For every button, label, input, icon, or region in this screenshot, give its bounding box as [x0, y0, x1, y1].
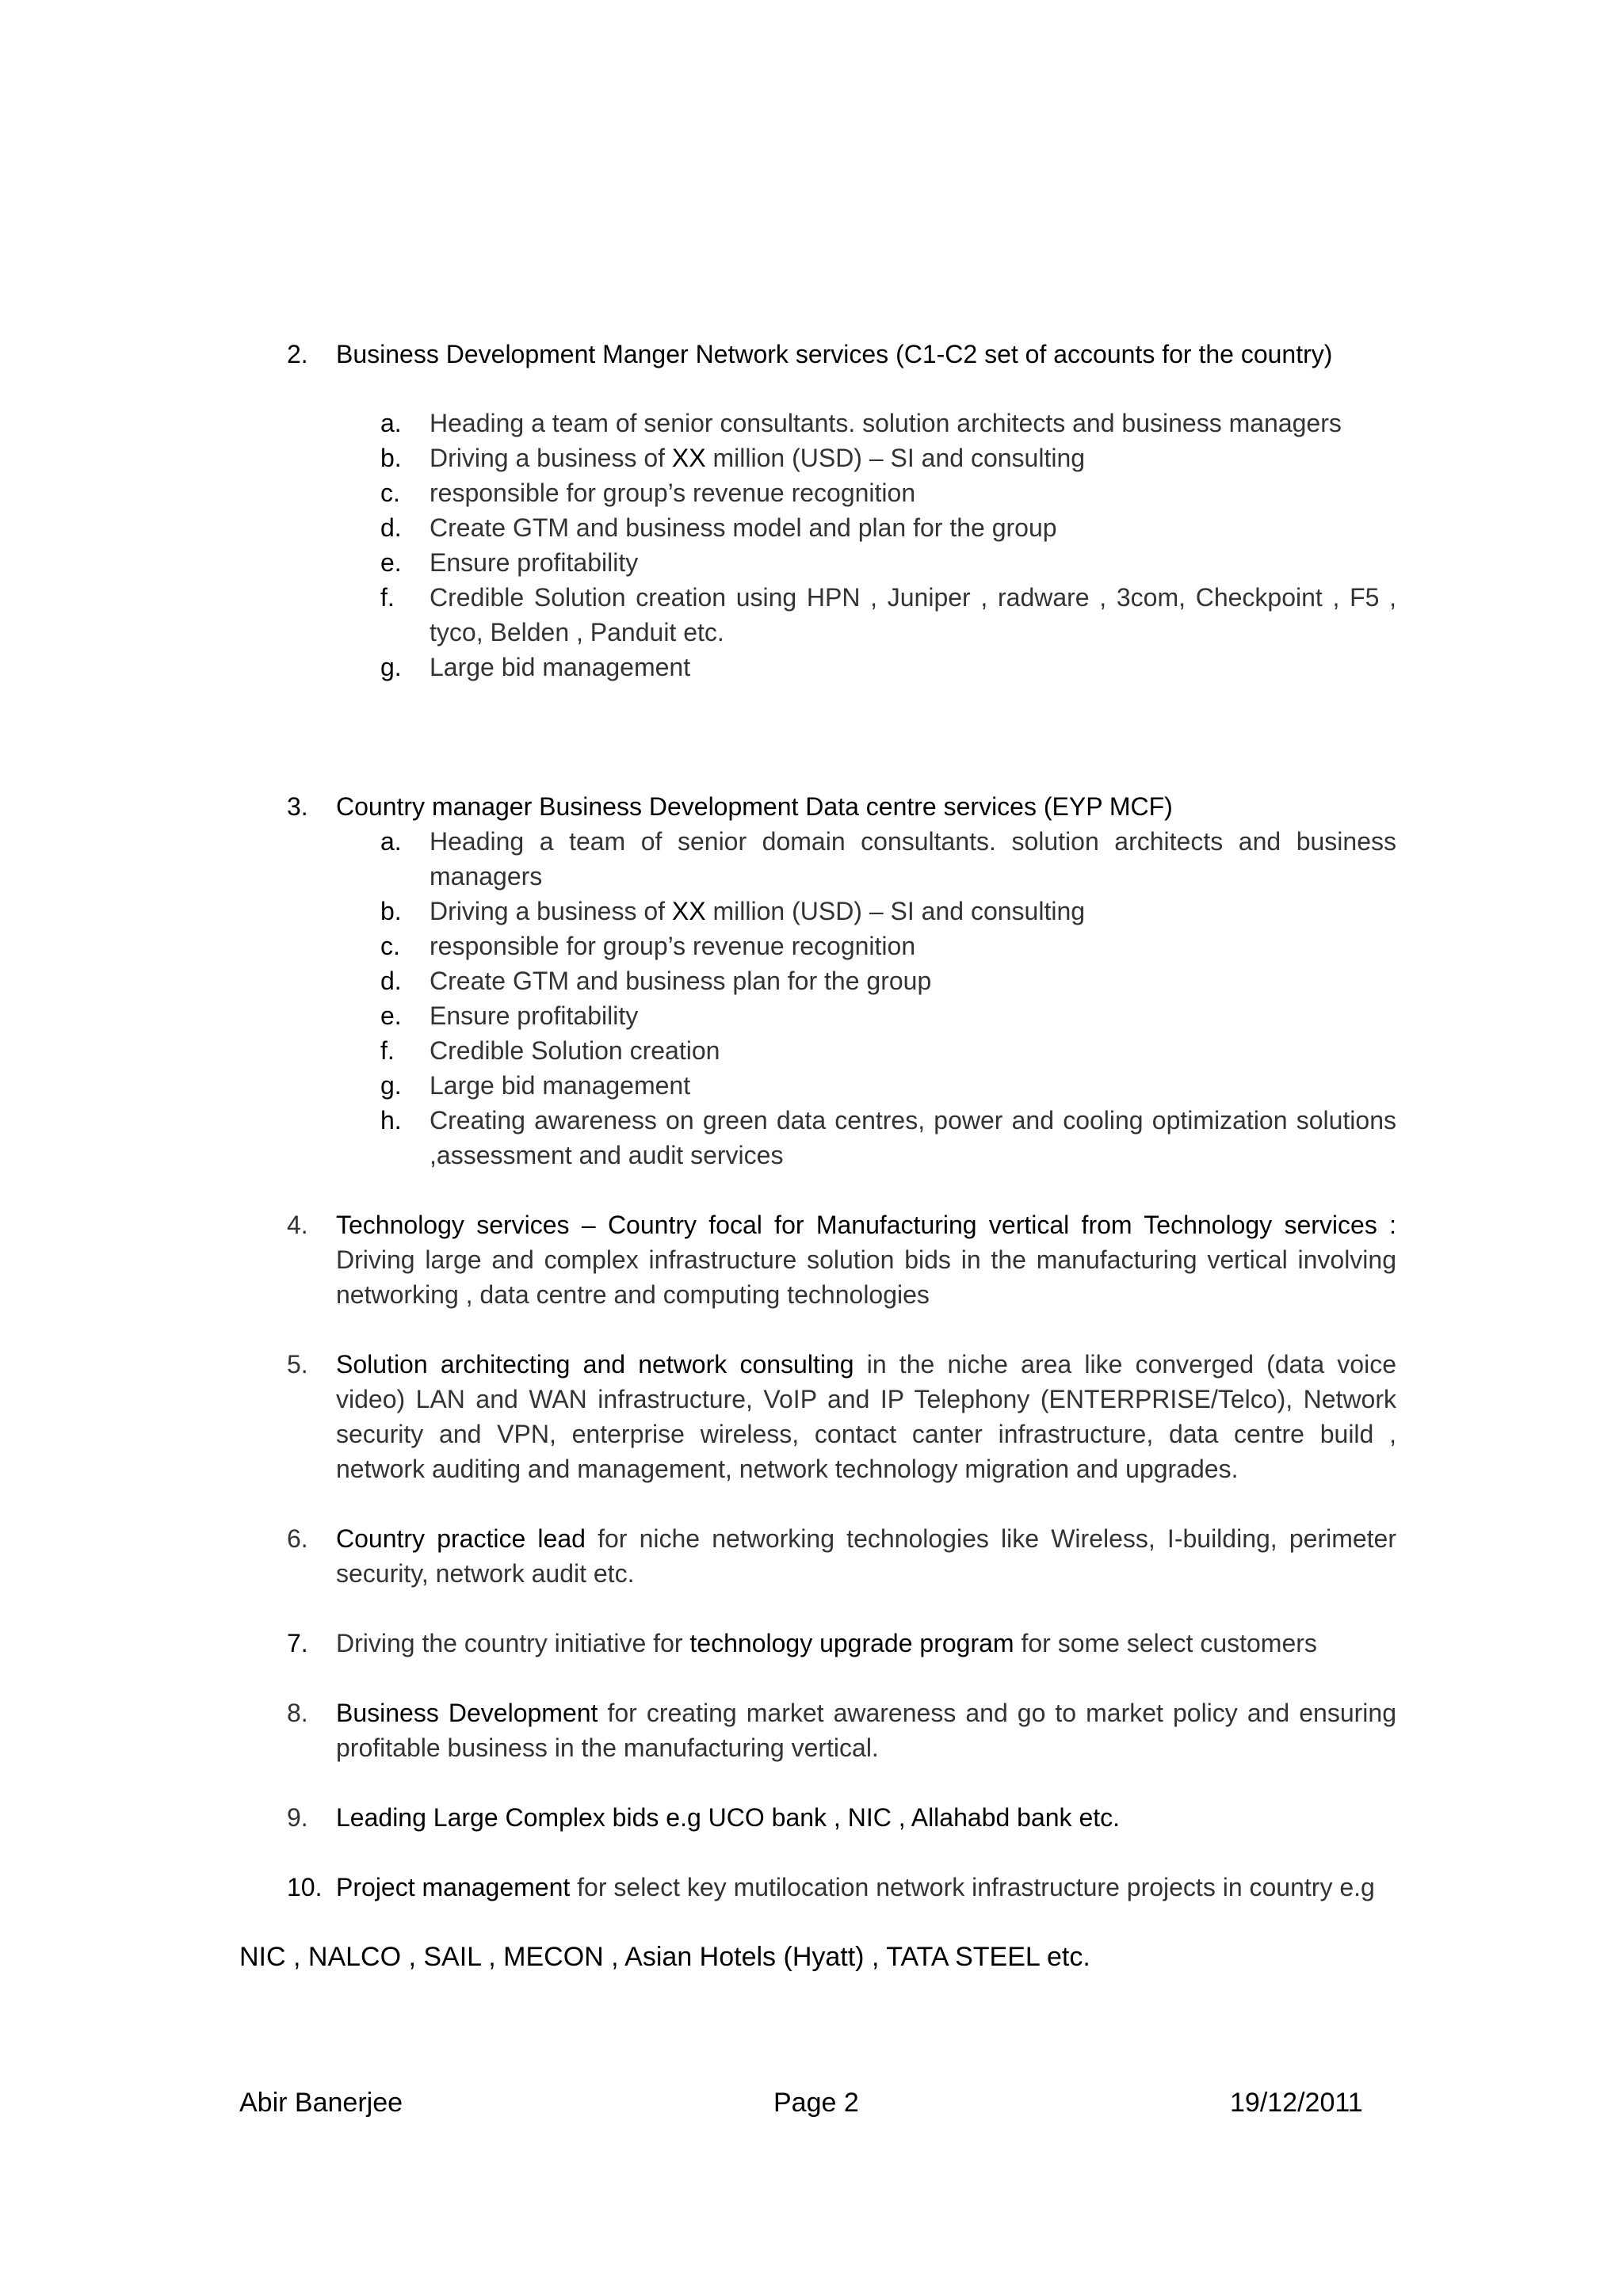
section-number: 7.	[287, 1629, 308, 1657]
section-number: 9.	[287, 1803, 308, 1832]
footer-page-number: Page 2	[773, 2088, 859, 2118]
section-number: 5.	[287, 1350, 308, 1379]
footer-date: 19/12/2011	[1230, 2088, 1363, 2118]
section-number: 6.	[287, 1524, 308, 1553]
section-lead: Solution architecting and network consulting	[336, 1350, 854, 1379]
section-lead: Country practice lead	[336, 1524, 586, 1553]
section-number: 4.	[287, 1211, 308, 1239]
client-list-line: NIC , NALCO , SAIL , MECON , Asian Hotels (Hyatt) , TATA STEEL etc.	[239, 1942, 1090, 1972]
section-lead: Technology services – Country focal for Manufacturing vertical from Technology services :	[336, 1211, 1396, 1239]
section-number: 3.	[287, 792, 308, 821]
section-lead: Leading Large Complex bids e.g UCO bank , NIC , Allahabd bank etc.	[336, 1803, 1121, 1832]
section-lead: Project management	[336, 1873, 571, 1901]
section-lead: Business Development	[336, 1699, 598, 1727]
document-page: 2. Business Development Manger Network services (C1-C2 set of accounts for the country) a. Heading a team of senior consultants. solution architects and business managers b. Driving a business of XX million (USD) – SI and consulting c. responsible for group’s revenue recognition d. Create GTM and business model and plan for the group e. Ensure profitability f. Credible Solution creation using HPN , Juniper , radware , 3com, Checkpoint , F5 , tyco, Belden , Panduit etc. g. Large bid management 3. Country manager Business Development Data centre services (EYP MCF) a. Heading a team of senior domain consultants. solution architects and business managers b. Driving a business of XX million (USD) – SI and consulting c. responsible for group’s revenue recognition d. Create GTM and business plan for the group e. Ensure profitability f. Credible Solution creation g. Large bid management h. Creating awareness on green data centres, power and cooling optimization solutions ,assessment and audit services 4. Technology services – Country focal for Manufacturing vertical from Technology services : Driving large and complex infrastructure solution bids in the manufacturing vertical involving networking , data centre and computing technologies 5. Solution architecting and network consulting in the niche area like converged (data voice video) LAN and WAN infrastructure, VoIP and IP Telephony (ENTERPRISE/Telco), Network security and VPN, enterprise wireless, contact canter infrastructure, data centre build , network auditing and management, network technology migration and upgrades. 6. Country practice lead for niche networking technologies like Wireless, I-building, perimeter security, network audit etc. 7. Driving the country initiative for technology upgrade program for some select customers 8. Business Development for creating market awareness and go to market policy and ensuring profitable business in the manufacturing vertical. 9. Leading Large Complex bids e.g UCO bank , NIC , Allahabd bank etc. 10. Project management for select key mutilocation network infrastructure projects in country e.g NIC , NALCO , SAIL , MECON , Asian Hotels (Hyatt) , TATA STEEL etc. Abir Banerjee Page 2 19/12/2011	[0, 0, 1623, 2296]
section-heading: Business Development Manger Network services (C1-C2 set of accounts for the country)	[336, 340, 1333, 368]
section-number: 8.	[287, 1699, 308, 1727]
section-lead: technology upgrade program	[689, 1629, 1014, 1657]
section-number: 10.	[287, 1873, 323, 1901]
section-heading: Country manager Business Development Data centre services (EYP MCF)	[336, 792, 1173, 821]
footer-author: Abir Banerjee	[239, 2088, 403, 2118]
section-number: 2.	[287, 340, 308, 368]
